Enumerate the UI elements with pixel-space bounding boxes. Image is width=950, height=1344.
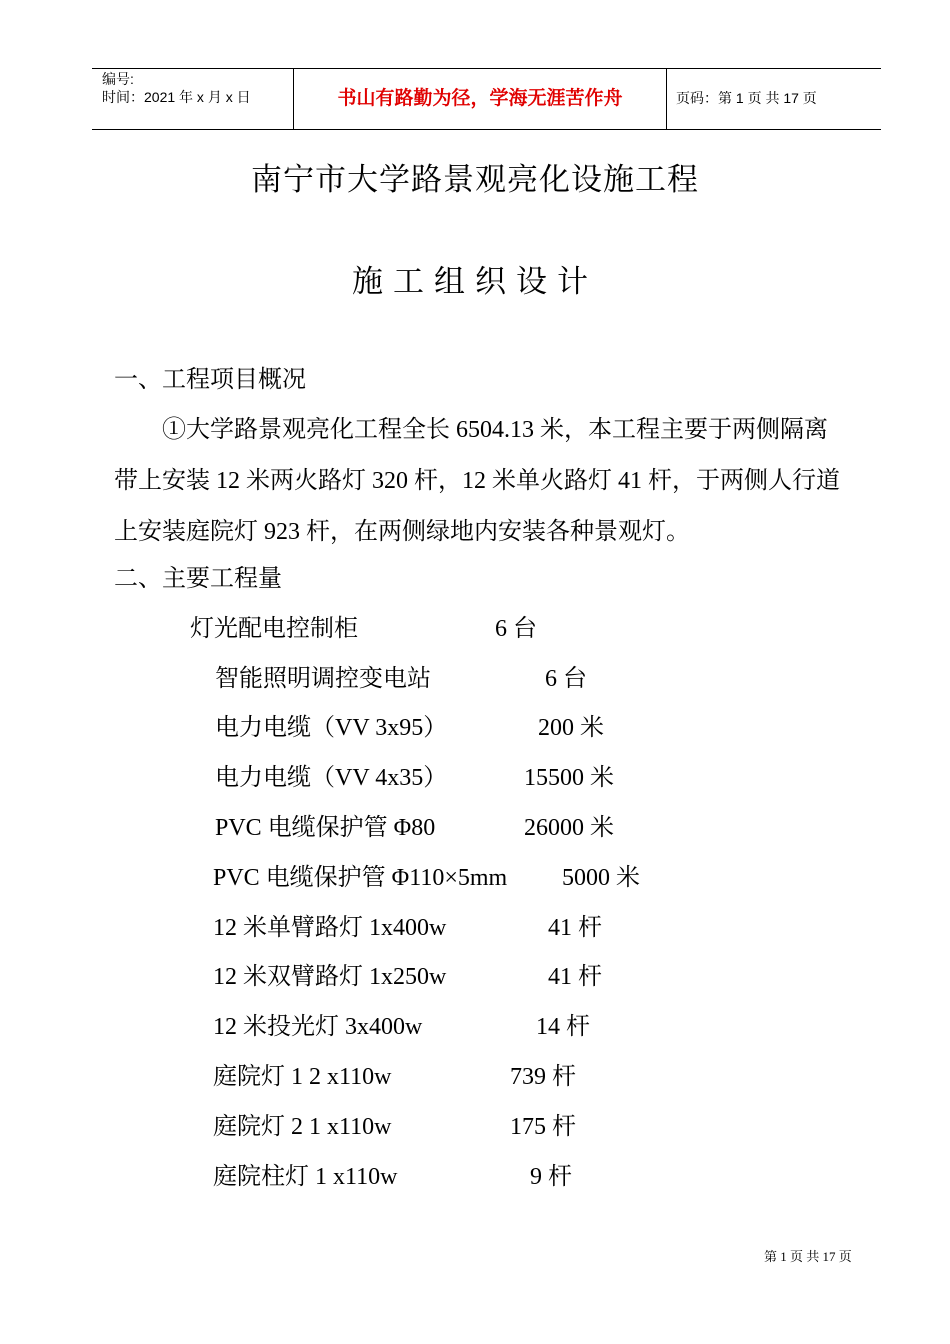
item-name: 庭院柱灯 1 x110w [213,1164,398,1190]
paragraph-line: 上安装庭院灯 923 杆，在两侧绿地内安装各种景观灯。 [114,519,690,545]
item-qty: 6 台 [545,666,587,692]
item-qty: 41 杆 [548,964,602,990]
section1-heading: 一、工程项目概况 [114,367,306,393]
item-qty: 739 杆 [510,1064,576,1090]
item-name: 12 米双臂路灯 1x250w [213,964,447,990]
item-name: 智能照明调控变电站 [215,666,431,692]
item-name: 庭院灯 2 1 x110w [213,1114,392,1140]
item-qty: 41 杆 [548,915,602,941]
item-qty: 26000 米 [524,815,614,841]
item-name: 12 米单臂路灯 1x400w [213,915,447,941]
item-qty: 5000 米 [562,865,640,891]
paragraph-line: ①大学路景观亮化工程全长 6504.13 米，本工程主要于两侧隔离 [162,417,828,443]
document-subtitle: 施工组织设计 [352,264,598,299]
item-name: PVC 电缆保护管 Φ110×5mm [213,865,508,891]
item-name: PVC 电缆保护管 Φ80 [215,815,436,841]
number-label: 编号: [102,71,134,87]
section1-paragraph [114,415,860,568]
section2-heading: 二、主要工程量 [114,566,282,592]
header-page-info: 页码：第 1 页 共 17 页 [676,90,817,106]
item-name: 12 米投光灯 3x400w [213,1014,423,1040]
paragraph-line: 带上安装 12 米两火路灯 320 杆，12 米单火路灯 41 杆，于两侧人行道 [114,468,840,494]
time-label: 时间：2021 年 x 月 x 日 [102,89,251,105]
item-qty: 200 米 [538,715,604,741]
header-page-cell [666,69,881,129]
item-qty: 175 杆 [510,1114,576,1140]
item-qty: 15500 米 [524,765,614,791]
item-name: 庭院灯 1 2 x110w [213,1064,392,1090]
page-footer: 第 1 页 共 17 页 [764,1249,852,1264]
item-qty: 9 杆 [530,1164,572,1190]
document-title: 南宁市大学路景观亮化设施工程 [251,162,699,197]
item-qty: 14 杆 [536,1014,590,1040]
header-motto-cell [293,69,667,129]
header-meta [92,69,292,129]
item-qty: 6 台 [495,616,537,642]
item-name: 灯光配电控制柜 [190,616,358,642]
item-name: 电力电缆（VV 4x35） [215,765,448,791]
page-header [92,68,881,130]
motto-text: 书山有路勤为径，学海无涯苦作舟 [337,88,623,109]
item-name: 电力电缆（VV 3x95） [215,715,448,741]
